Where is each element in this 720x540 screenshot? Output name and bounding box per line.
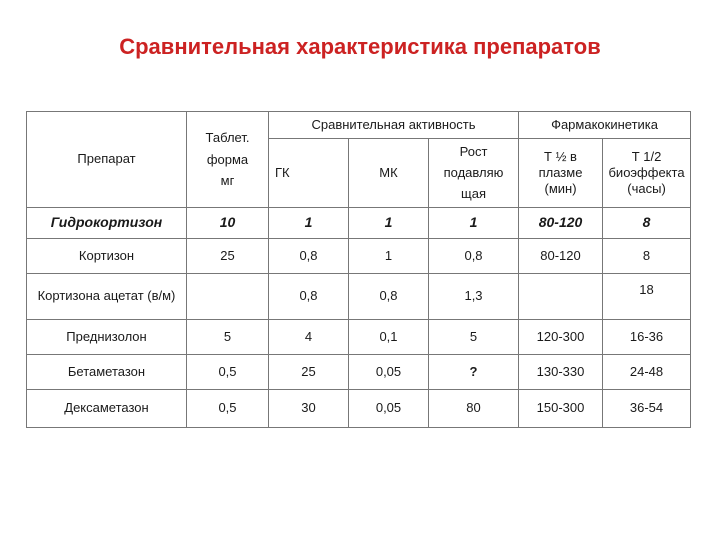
gk-value: 1 xyxy=(269,208,349,239)
t-bio-value: 8 xyxy=(603,239,691,274)
drug-name: Кортизон xyxy=(27,239,187,274)
t-plasma-value: 150-300 xyxy=(519,390,603,428)
table-row xyxy=(27,390,691,428)
t-plasma-value xyxy=(519,274,603,320)
table-row xyxy=(27,208,691,239)
mk-value: 1 xyxy=(349,208,429,239)
drug-name: Гидрокортизон xyxy=(27,208,187,239)
header-t-half-bioeffect: Т 1/2 биоэффекта (часы) xyxy=(603,139,691,208)
growth-value: 5 xyxy=(429,320,519,355)
tablet-value: 0,5 xyxy=(187,355,269,390)
drug-name: Бетаметазон xyxy=(27,355,187,390)
t-bio-value: 24-48 xyxy=(603,355,691,390)
t-plasma-value: 130-330 xyxy=(519,355,603,390)
growth-value: 0,8 xyxy=(429,239,519,274)
table-row xyxy=(27,239,691,274)
mk-value: 0,05 xyxy=(349,355,429,390)
tablet-value: 5 xyxy=(187,320,269,355)
t-bio-value: 18 xyxy=(603,274,691,320)
growth-value: 1,3 xyxy=(429,274,519,320)
gk-value: 30 xyxy=(269,390,349,428)
t-bio-value: 36-54 xyxy=(603,390,691,428)
gk-value: 4 xyxy=(269,320,349,355)
mk-value: 0,8 xyxy=(349,274,429,320)
t-plasma-value: 120-300 xyxy=(519,320,603,355)
t-plasma-value: 80-120 xyxy=(519,208,603,239)
header-tablet-form: Таблет. форма мг xyxy=(187,112,269,208)
mk-value: 1 xyxy=(349,239,429,274)
drug-name: Преднизолон xyxy=(27,320,187,355)
gk-value: 0,8 xyxy=(269,274,349,320)
growth-value: ? xyxy=(429,355,519,390)
t-bio-value: 8 xyxy=(603,208,691,239)
header-comparative-activity: Сравнительная активность xyxy=(269,112,519,139)
header-pharmacokinetics: Фармакокинетика xyxy=(519,112,691,139)
t-plasma-value: 80-120 xyxy=(519,239,603,274)
table-row xyxy=(27,355,691,390)
header-growth-suppressing: Рост подавляю щая xyxy=(429,139,519,208)
growth-value: 80 xyxy=(429,390,519,428)
table-row xyxy=(27,320,691,355)
growth-value: 1 xyxy=(429,208,519,239)
tablet-value: 25 xyxy=(187,239,269,274)
drug-name: Дексаметазон xyxy=(27,390,187,428)
tablet-value: 10 xyxy=(187,208,269,239)
header-gk: ГК xyxy=(269,139,349,208)
page-title: Сравнительная характеристика препаратов xyxy=(119,34,601,59)
header-mk: МК xyxy=(349,139,429,208)
mk-value: 0,05 xyxy=(349,390,429,428)
header-drug: Препарат xyxy=(27,112,187,208)
t-bio-value: 16-36 xyxy=(603,320,691,355)
gk-value: 25 xyxy=(269,355,349,390)
mk-value: 0,1 xyxy=(349,320,429,355)
gk-value: 0,8 xyxy=(269,239,349,274)
comparison-table xyxy=(26,111,691,428)
table-row xyxy=(27,274,691,320)
header-t-half-plasma: Т ½ в плазме (мин) xyxy=(519,139,603,208)
tablet-value xyxy=(187,274,269,320)
tablet-value: 0,5 xyxy=(187,390,269,428)
drug-name: Кортизона ацетат (в/м) xyxy=(27,274,187,320)
